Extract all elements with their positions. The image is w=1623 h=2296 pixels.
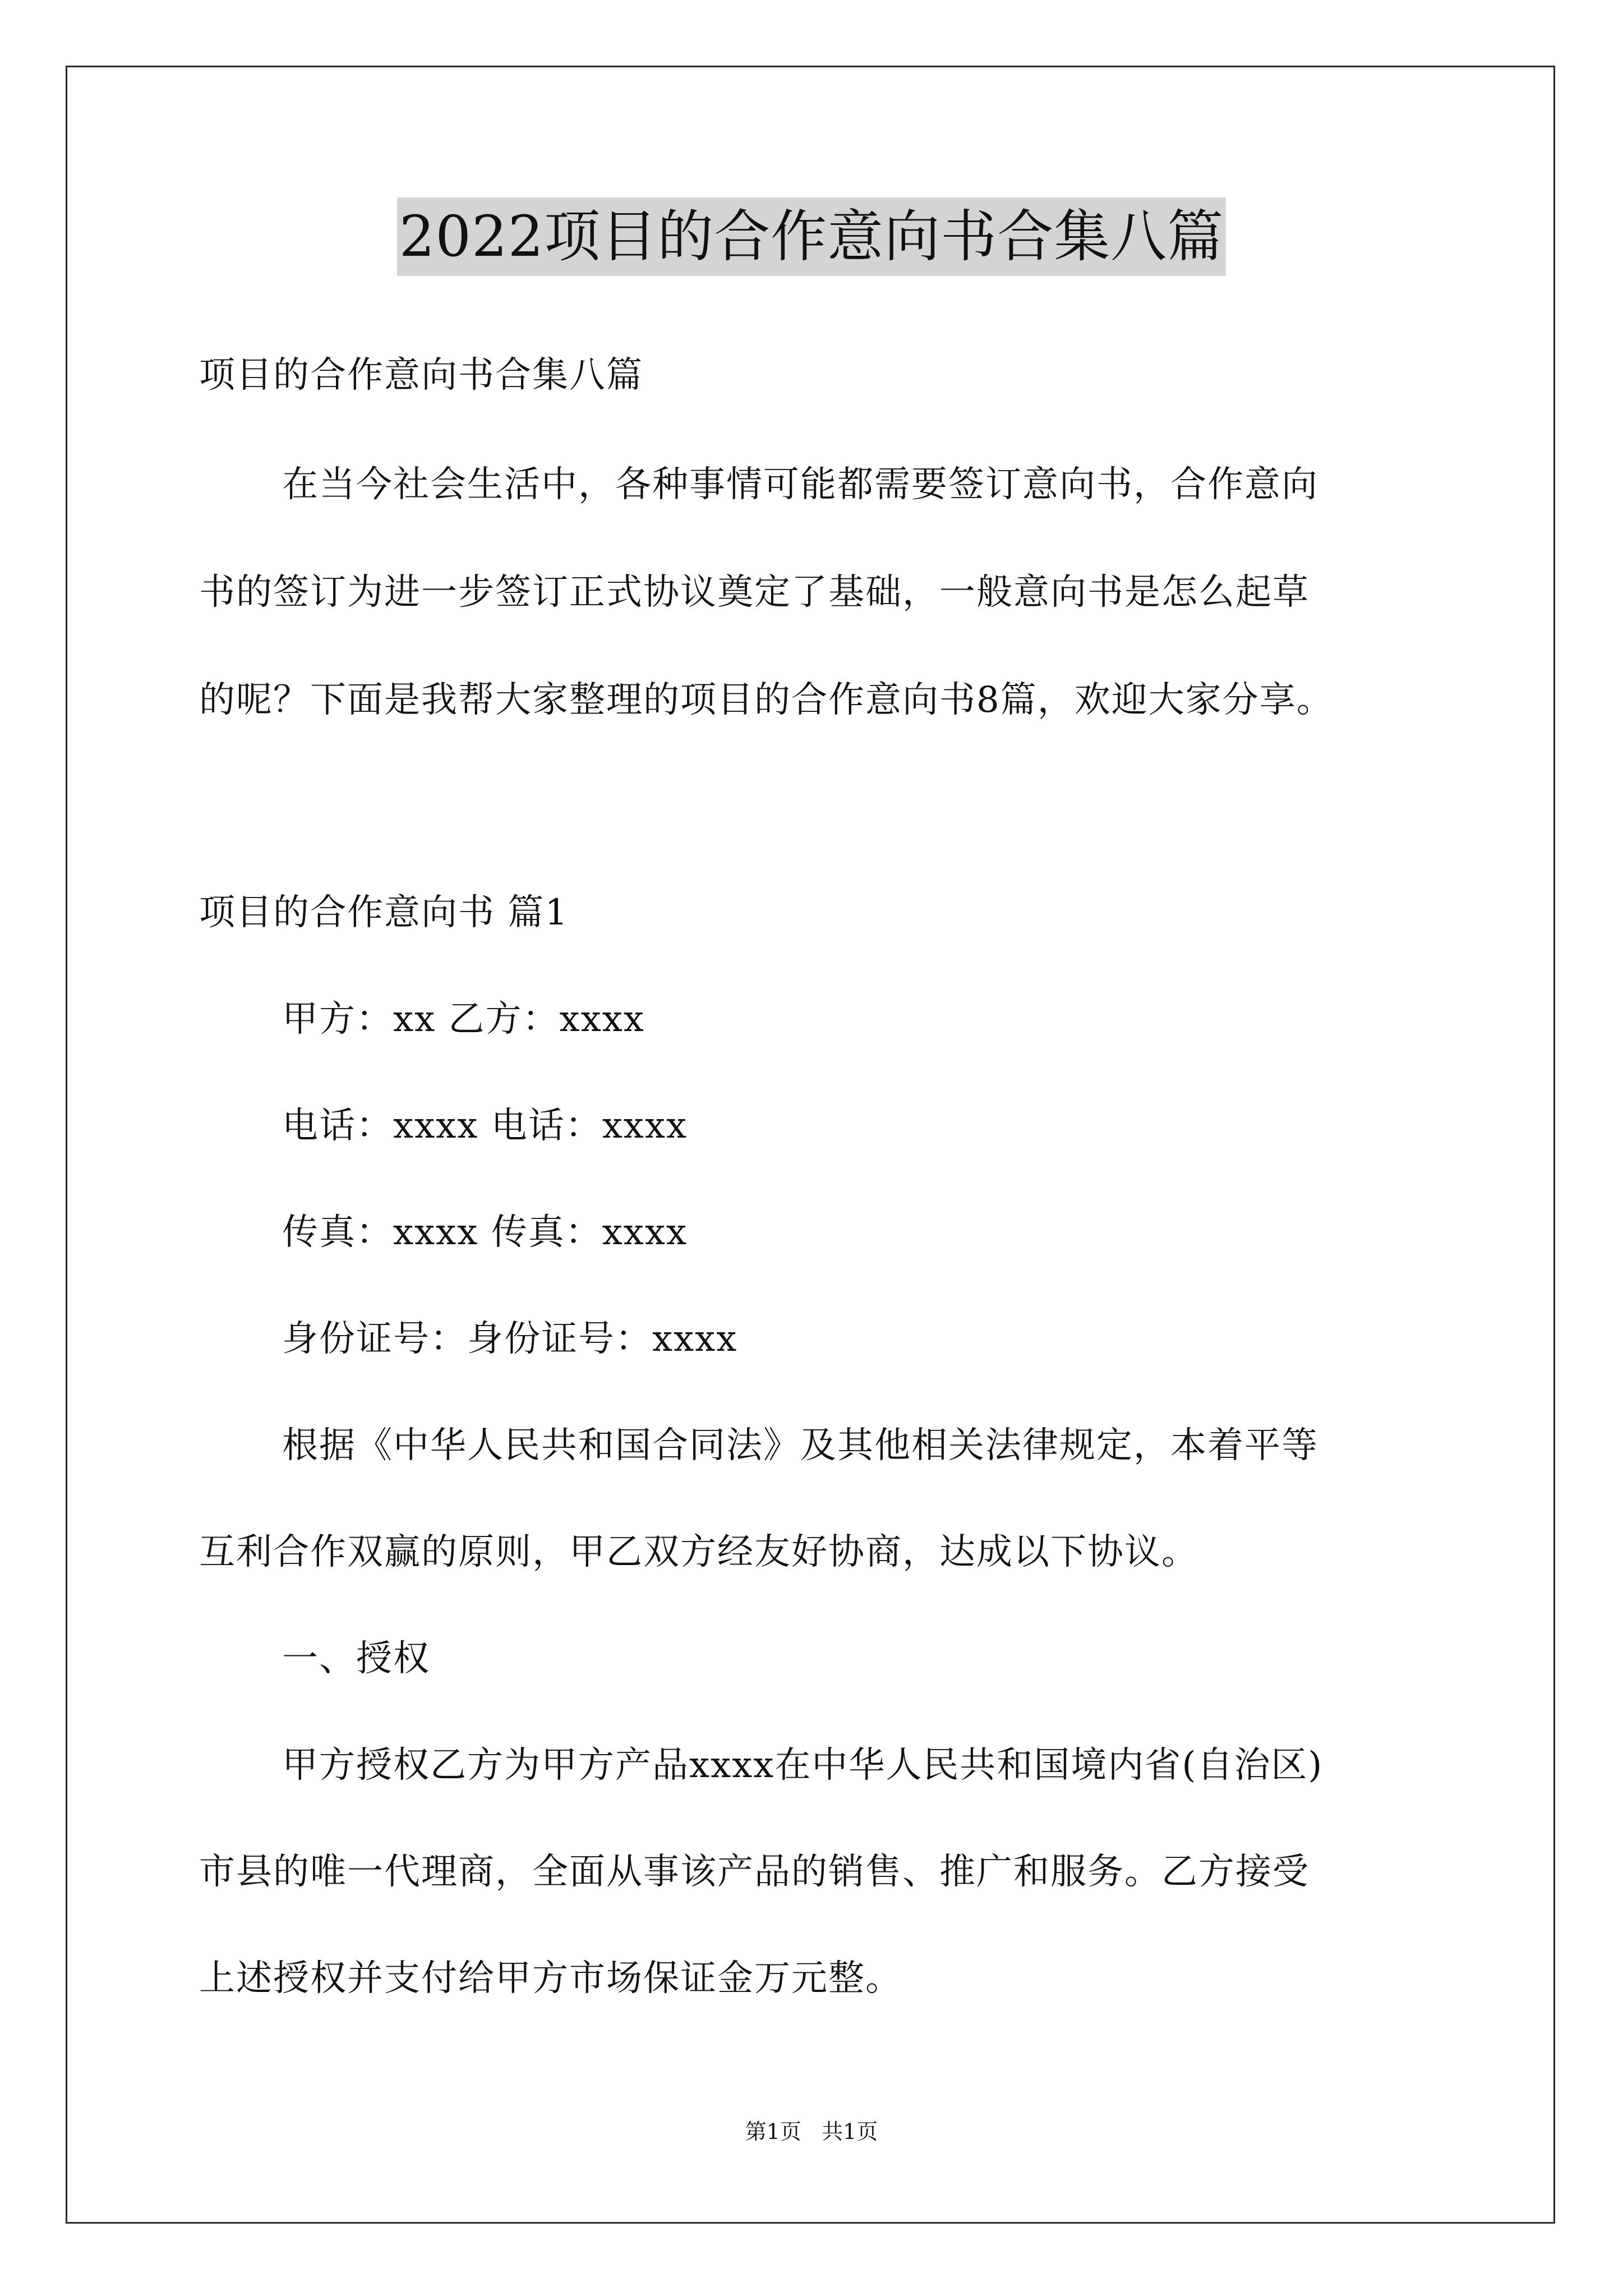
intro-line-1: 在当今社会生活中，各种事情可能都需要签订意向书，合作意向 (282, 464, 1318, 505)
phone-line: 电话：xxxx 电话：xxxx (282, 1105, 688, 1147)
intro-line-2: 书的签订为进一步签订正式协议奠定了基础，一般意向书是怎么起草 (199, 572, 1310, 613)
subtitle-line: 项目的合作意向书合集八篇 (199, 355, 643, 396)
page-number-label: 第1页 共1页 (745, 2119, 878, 2144)
title-container (0, 197, 1623, 276)
party-line: 甲方：xx 乙方：xxxx (282, 999, 645, 1040)
clause-line-1: 甲方授权乙方为甲方产品xxxx在中华人民共和国境内省(自治区) (282, 1745, 1324, 1786)
clause-heading: 一、授权 (282, 1638, 430, 1680)
clause-line-3: 上述授权并支付给甲方市场保证金万元整。 (199, 1958, 902, 1999)
document-title: 2022项目的合作意向书合集八篇 (397, 197, 1227, 276)
section-heading: 项目的合作意向书 篇1 (199, 892, 569, 933)
intro-line-3: 的呢？下面是我帮大家整理的项目的合作意向书8篇，欢迎大家分享。 (199, 679, 1334, 721)
body-line-1: 根据《中华人民共和国合同法》及其他相关法律规定，本着平等 (282, 1425, 1318, 1466)
body-line-2: 互利合作双赢的原则，甲乙双方经友好协商，达成以下协议。 (199, 1531, 1198, 1573)
fax-line: 传真：xxxx 传真：xxxx (282, 1212, 688, 1253)
page-footer (0, 2118, 1623, 2146)
clause-line-2: 市县的唯一代理商，全面从事该产品的销售、推广和服务。乙方接受 (199, 1851, 1310, 1893)
id-line: 身份证号：身份证号：xxxx (282, 1318, 738, 1360)
